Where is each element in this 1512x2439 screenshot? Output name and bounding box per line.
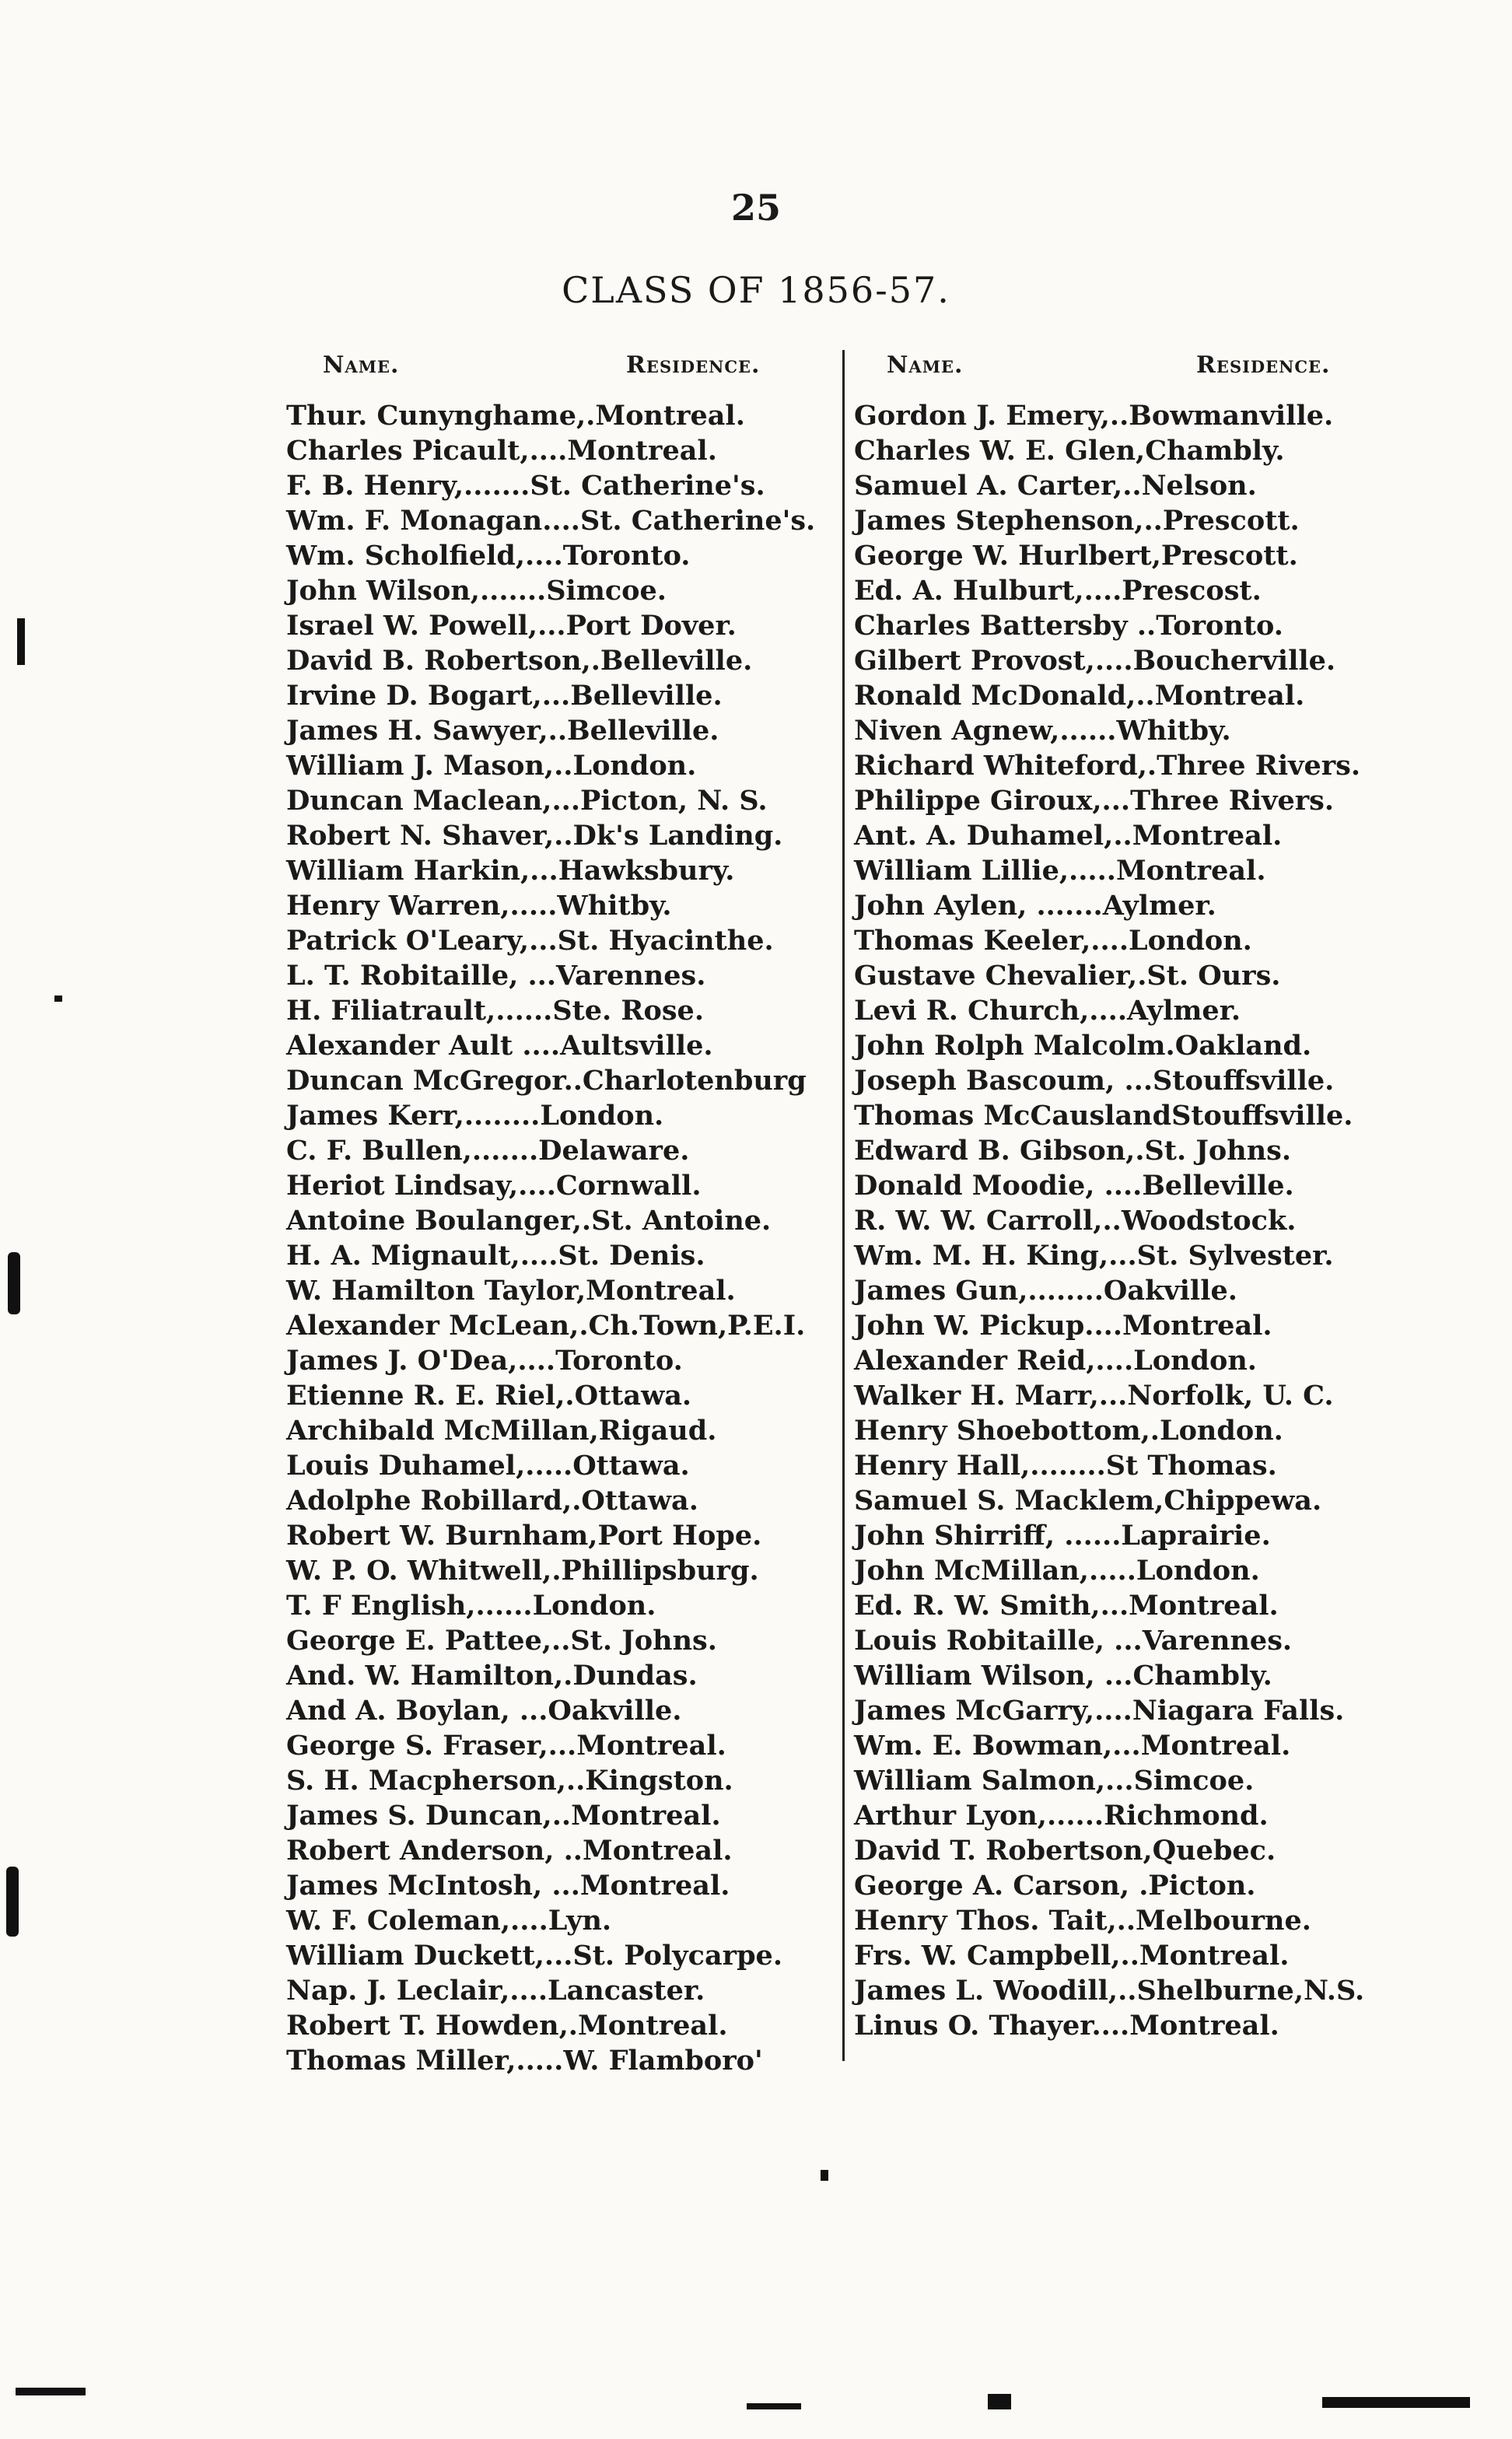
entry-row: L. T. Robitaille, ...Varennes. bbox=[286, 960, 706, 992]
entry-row: Levi R. Church,....Aylmer. bbox=[854, 995, 1241, 1027]
entry-row: George W. Hurlbert,Prescott. bbox=[854, 540, 1298, 572]
bottom-speck bbox=[1322, 2397, 1470, 2408]
entry-row: James Kerr,........London. bbox=[286, 1100, 664, 1132]
entry-row: Charles Battersby ..Toronto. bbox=[854, 610, 1283, 642]
entry-row: John Rolph Malcolm.Oakland. bbox=[854, 1030, 1312, 1062]
entry-row: Henry Shoebottom,.London. bbox=[854, 1415, 1283, 1447]
entry-row: James S. Duncan,..Montreal. bbox=[286, 1800, 721, 1832]
entry-row: Thomas Keeler,....London. bbox=[854, 925, 1252, 957]
entry-row: James Gun,........Oakville. bbox=[854, 1275, 1237, 1307]
right-name-heading: Name. bbox=[887, 352, 964, 379]
entry-row: James Stephenson,..Prescott. bbox=[854, 505, 1300, 537]
entry-row: David T. Robertson,Quebec. bbox=[854, 1835, 1276, 1867]
entry-row: Wm. M. H. King,...St. Sylvester. bbox=[854, 1240, 1334, 1272]
entry-row: Nap. J. Leclair,....Lancaster. bbox=[286, 1975, 705, 2007]
entry-row: James H. Sawyer,..Belleville. bbox=[286, 715, 719, 747]
entry-row: Alexander Reid,....London. bbox=[854, 1345, 1257, 1377]
entry-row: Wm. Scholfield,....Toronto. bbox=[286, 540, 691, 572]
entry-row: C. F. Bullen,.......Delaware. bbox=[286, 1135, 690, 1167]
entry-row: Irvine D. Bogart,...Belleville. bbox=[286, 680, 723, 712]
entry-row: George A. Carson, .Picton. bbox=[854, 1870, 1256, 1902]
entry-row: Gilbert Provost,....Boucherville. bbox=[854, 645, 1336, 677]
entry-row: George S. Fraser,...Montreal. bbox=[286, 1730, 726, 1762]
left-entry-list bbox=[286, 398, 815, 2078]
entry-row: Wm. E. Bowman,...Montreal. bbox=[854, 1730, 1291, 1762]
entry-row: Robert N. Shaver,..Dk's Landing. bbox=[286, 820, 783, 852]
entry-row: Thomas Miller,.....W. Flamboro' bbox=[286, 2045, 763, 2077]
entry-row: Thur. Cunynghame,.Montreal. bbox=[286, 400, 745, 432]
entry-row: Joseph Bascoum, ...Stouffsville. bbox=[854, 1065, 1335, 1097]
entry-row: William Lillie,.....Montreal. bbox=[854, 855, 1266, 887]
entry-row: Robert T. Howden,.Montreal. bbox=[286, 2010, 728, 2042]
entry-row: Alexander Ault ....Aultsville. bbox=[286, 1030, 713, 1062]
margin-speck bbox=[17, 618, 25, 665]
right-residence-heading: Residence. bbox=[1196, 352, 1331, 379]
entry-row: Philippe Giroux,...Three Rivers. bbox=[854, 785, 1335, 817]
left-name-heading: Name. bbox=[323, 352, 400, 379]
entry-row: Charles Picault,....Montreal. bbox=[286, 435, 717, 467]
entry-row: William Salmon,...Simcoe. bbox=[854, 1765, 1255, 1797]
entry-row: W. F. Coleman,....Lyn. bbox=[286, 1905, 612, 1937]
entry-row: George E. Pattee,..St. Johns. bbox=[286, 1625, 717, 1657]
entry-row: Duncan Maclean,...Picton, N. S. bbox=[286, 785, 768, 817]
entry-row: Louis Robitaille, ...Varennes. bbox=[854, 1625, 1293, 1657]
entry-row: And. W. Hamilton,.Dundas. bbox=[286, 1660, 698, 1692]
left-residence-heading: Residence. bbox=[626, 352, 761, 379]
right-entry-list bbox=[854, 398, 1364, 2043]
entry-row: Richard Whiteford,.Three Rivers. bbox=[854, 750, 1361, 782]
entry-row: John McMillan,.....London. bbox=[854, 1555, 1260, 1587]
entry-row: James L. Woodill,..Shelburne,N.S. bbox=[854, 1975, 1365, 2007]
entry-row: W. P. O. Whitwell,.Phillipsburg. bbox=[286, 1555, 759, 1587]
margin-speck bbox=[54, 996, 62, 1002]
entry-row: Robert W. Burnham,Port Hope. bbox=[286, 1520, 762, 1552]
entry-row: Walker H. Marr,...Norfolk, U. C. bbox=[854, 1380, 1334, 1412]
entry-row: Robert Anderson, ..Montreal. bbox=[286, 1835, 733, 1867]
margin-speck bbox=[6, 1867, 19, 1937]
entry-row: William J. Mason,..London. bbox=[286, 750, 697, 782]
page-title: CLASS OF 1856-57. bbox=[562, 269, 950, 311]
entry-row: Henry Hall,........St Thomas. bbox=[854, 1450, 1277, 1482]
entry-row: John Aylen, .......Aylmer. bbox=[854, 890, 1216, 922]
bottom-speck bbox=[821, 2170, 828, 2181]
entry-row: Thomas McCauslandStouffsville. bbox=[854, 1100, 1353, 1132]
bottom-speck bbox=[988, 2394, 1011, 2409]
entry-row: Ronald McDonald,..Montreal. bbox=[854, 680, 1305, 712]
entry-row: William Duckett,...St. Polycarpe. bbox=[286, 1940, 782, 1972]
entry-row: S. H. Macpherson,..Kingston. bbox=[286, 1765, 733, 1797]
entry-row: Ant. A. Duhamel,..Montreal. bbox=[854, 820, 1283, 852]
entry-row: Louis Duhamel,.....Ottawa. bbox=[286, 1450, 690, 1482]
entry-row: Adolphe Robillard,.Ottawa. bbox=[286, 1485, 698, 1517]
entry-row: Archibald McMillan,Rigaud. bbox=[286, 1415, 717, 1447]
entry-row: T. F English,......London. bbox=[286, 1590, 656, 1622]
entry-row: Gustave Chevalier,.St. Ours. bbox=[854, 960, 1281, 992]
entry-row: James McIntosh, ...Montreal. bbox=[286, 1870, 730, 1902]
entry-row: H. Filiatrault,......Ste. Rose. bbox=[286, 995, 705, 1027]
entry-row: Alexander McLean,.Ch.Town,P.E.I. bbox=[286, 1310, 806, 1342]
entry-row: James J. O'Dea,....Toronto. bbox=[286, 1345, 683, 1377]
entry-row: W. Hamilton Taylor,Montreal. bbox=[286, 1275, 736, 1307]
entry-row: Samuel A. Carter,..Nelson. bbox=[854, 470, 1257, 502]
entry-row: Wm. F. Monagan....St. Catherine's. bbox=[286, 505, 816, 537]
entry-row: Henry Warren,.....Whitby. bbox=[286, 890, 672, 922]
entry-row: And A. Boylan, ...Oakville. bbox=[286, 1695, 682, 1727]
entry-row: Linus O. Thayer....Montreal. bbox=[854, 2010, 1279, 2042]
entry-row: Israel W. Powell,...Port Dover. bbox=[286, 610, 737, 642]
entry-row: R. W. W. Carroll,..Woodstock. bbox=[854, 1205, 1297, 1237]
entry-row: Heriot Lindsay,....Cornwall. bbox=[286, 1170, 702, 1202]
bottom-speck bbox=[16, 2388, 86, 2395]
entry-row: David B. Robertson,.Belleville. bbox=[286, 645, 753, 677]
entry-row: Gordon J. Emery,..Bowmanville. bbox=[854, 400, 1334, 432]
entry-row: William Harkin,...Hawksbury. bbox=[286, 855, 735, 887]
entry-row: H. A. Mignault,....St. Denis. bbox=[286, 1240, 705, 1272]
entry-row: Charles W. E. Glen,Chambly. bbox=[854, 435, 1285, 467]
bottom-speck bbox=[747, 2403, 801, 2409]
entry-row: James McGarry,....Niagara Falls. bbox=[854, 1695, 1345, 1727]
entry-row: Henry Thos. Tait,..Melbourne. bbox=[854, 1905, 1311, 1937]
entry-row: John Wilson,.......Simcoe. bbox=[286, 575, 667, 607]
entry-row: William Wilson, ...Chambly. bbox=[854, 1660, 1272, 1692]
entry-row: Etienne R. E. Riel,.Ottawa. bbox=[286, 1380, 692, 1412]
entry-row: Patrick O'Leary,...St. Hyacinthe. bbox=[286, 925, 774, 957]
entry-row: Arthur Lyon,......Richmond. bbox=[854, 1800, 1269, 1832]
entry-row: Ed. R. W. Smith,...Montreal. bbox=[854, 1590, 1279, 1622]
column-divider bbox=[842, 350, 845, 2061]
entry-row: Edward B. Gibson,.St. Johns. bbox=[854, 1135, 1292, 1167]
entry-row: Antoine Boulanger,.St. Antoine. bbox=[286, 1205, 772, 1237]
entry-row: Duncan McGregor..Charlotenburg bbox=[286, 1065, 807, 1097]
entry-row: John Shirriff, ......Laprairie. bbox=[854, 1520, 1271, 1552]
entry-row: Donald Moodie, ....Belleville. bbox=[854, 1170, 1294, 1202]
entry-row: Samuel S. Macklem,Chippewa. bbox=[854, 1485, 1322, 1517]
margin-speck bbox=[8, 1252, 20, 1314]
page-number: 25 bbox=[730, 187, 781, 229]
entry-row: F. B. Henry,.......St. Catherine's. bbox=[286, 470, 765, 502]
entry-row: Frs. W. Campbell,..Montreal. bbox=[854, 1940, 1290, 1972]
entry-row: John W. Pickup....Montreal. bbox=[854, 1310, 1272, 1342]
entry-row: Niven Agnew,......Whitby. bbox=[854, 715, 1231, 747]
entry-row: Ed. A. Hulburt,....Prescost. bbox=[854, 575, 1262, 607]
